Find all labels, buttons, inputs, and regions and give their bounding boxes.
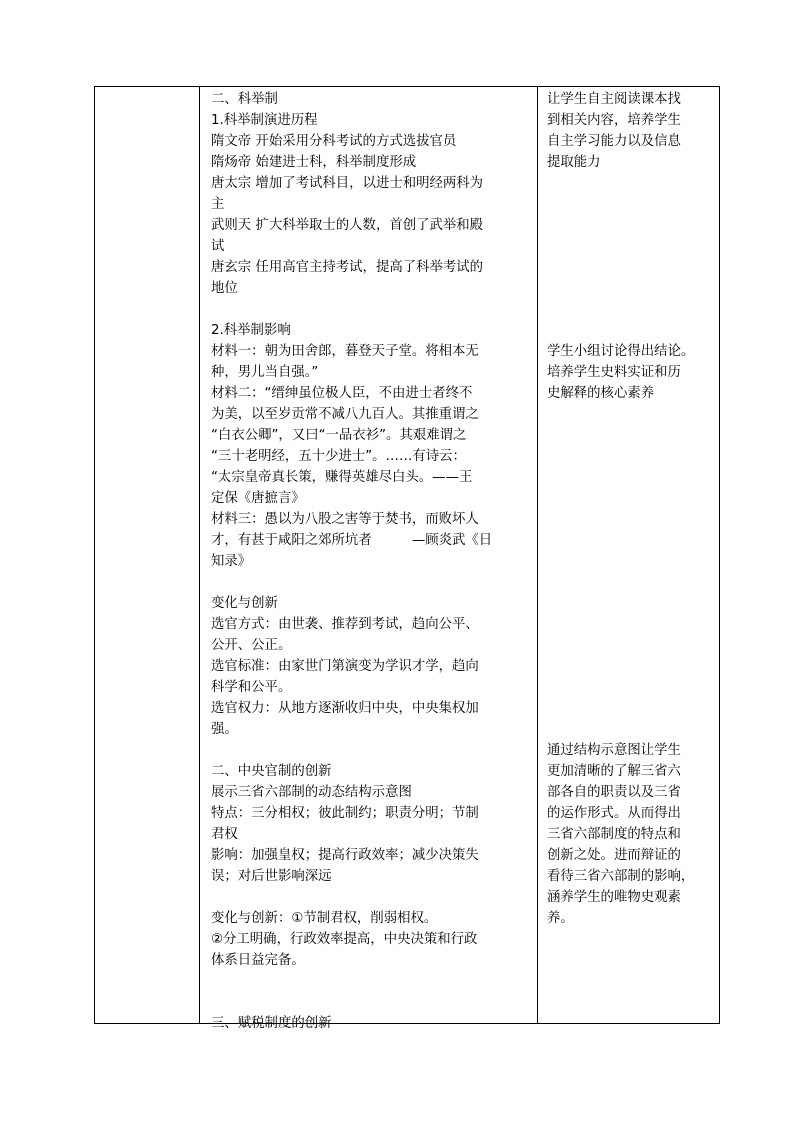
evolution-line: 唐太宗 增加了考试科目，以进士和明经两科为 (211, 176, 484, 191)
guanzhi-line: 误；对后世影响深远 (211, 869, 332, 884)
intent-line: 让学生自主阅读课本找 (547, 92, 681, 107)
material-line: “三十老明经，五十少进士”。……有诗云： (211, 449, 466, 464)
guanzhi-line: 展示三省六部制的动态结构示意图 (211, 785, 412, 800)
intent-line: 养。 (547, 911, 574, 926)
material-line: 定保《唐摭言》 (211, 491, 305, 506)
guanzhi-line: 君权 (211, 827, 238, 842)
section-heading-keju: 二、科举制 (211, 92, 278, 107)
intent-line: 涵养学生的唯物史观素 (547, 890, 681, 905)
intent-line: 三省六部制度的特点和 (547, 827, 681, 842)
subheading-influence: 2.科举制影响 (211, 323, 291, 338)
material-line: 知录》 (211, 554, 252, 569)
lesson-table (94, 86, 720, 1031)
intent-line: 通过结构示意图让学生 (547, 743, 681, 758)
evolution-list (211, 131, 533, 299)
intent-line: 部各自的职责以及三省 (547, 785, 681, 800)
section-heading-guanzhi: 二、中央官制的创新 (211, 764, 332, 779)
material-line: 材料一：朝为田舍郎，暮登天子堂。将相本无 (211, 344, 479, 359)
intent-block-1 (547, 89, 717, 173)
intent-line: 学生小组讨论得出结论。 (547, 344, 695, 359)
evolution-line: 试 (211, 239, 225, 254)
change-line: 选官标准：由家世门第演变为学识才学，趋向 (211, 659, 479, 674)
subheading-evolution: 1.科举制演进历程 (211, 113, 318, 128)
intent-line: 看待三省六部制的影响， (547, 869, 695, 884)
change-list (211, 614, 533, 740)
guanzhi-list (211, 782, 533, 887)
evolution-line: 隋文帝 开始采用分科考试的方式选拔官员 (211, 134, 457, 149)
change-line: 强。 (211, 722, 238, 737)
material-line: 材料二：“缙绅虽位极人臣，不由进士者终不 (211, 386, 473, 401)
guanzhi-change-list (211, 908, 533, 971)
intent-line: 自主学习能力以及信息 (547, 134, 681, 149)
intent-line: 到相关内容，培养学生 (547, 113, 681, 128)
section-heading-fushui: 三、赋税制度的创新 (211, 1016, 332, 1031)
change-line: 公开、公正。 (211, 638, 292, 653)
material-line: “白衣公卿”，又曰“一品衣衫”。其艰难谓之 (211, 428, 467, 443)
guanzhi-change-line: ②分工明确，行政效率提高，中央决策和行政 (211, 932, 478, 947)
material-list (211, 341, 533, 572)
evolution-line: 主 (211, 197, 225, 212)
guanzhi-line: 影响：加强皇权；提高行政效率；减少决策失 (211, 848, 479, 863)
evolution-line: 隋炀帝 始建进士科，科举制度形成 (211, 155, 417, 170)
intent-block-3 (547, 740, 717, 929)
change-line: 科学和公平。 (211, 680, 292, 695)
material-line: “太宗皇帝真长策，赚得英雄尽白头。——王 (211, 470, 473, 485)
material-line: 材料三：愚以为八股之害等于焚书，而败坏人 (211, 512, 479, 527)
evolution-line: 唐玄宗 任用高官主持考试，提高了科举考试的 (211, 260, 484, 275)
intent-line: 提取能力 (547, 155, 601, 170)
change-line: 选官权力：从地方逐渐收归中央，中央集权加 (211, 701, 479, 716)
evolution-line: 地位 (211, 281, 238, 296)
column-divider-1 (199, 87, 200, 1023)
material-line: 种，男儿当自强。” (211, 365, 319, 380)
content-column (202, 87, 538, 1031)
intent-line: 培养学生史料实证和历 (547, 365, 681, 380)
evolution-line: 武则天 扩大科举取士的人数，首创了武举和殿 (211, 218, 484, 233)
material-line: 才，有甚于咸阳之郊所坑者 —顾炎武《日 (211, 533, 493, 548)
intent-line: 更加清晰的了解三省六 (547, 764, 681, 779)
intent-line: 的运作形式。从而得出 (547, 806, 681, 821)
change-line: 选官方式：由世袭、推荐到考试，趋向公平、 (211, 617, 479, 632)
intent-block-2 (547, 341, 717, 404)
guanzhi-line: 特点：三分相权；彼此制约；职责分明；节制 (211, 806, 479, 821)
intent-column (540, 87, 721, 1023)
subheading-change: 变化与创新 (211, 596, 278, 611)
intent-line: 创新之处。进而辩证的 (547, 848, 681, 863)
material-line: 为美，以至岁贡常不减八九百人。其推重谓之 (211, 407, 479, 422)
guanzhi-change-line: 变化与创新：①节制君权，削弱相权。 (211, 911, 438, 926)
intent-line: 史解释的核心素养 (547, 386, 655, 401)
guanzhi-change-line: 体系日益完备。 (211, 953, 305, 968)
